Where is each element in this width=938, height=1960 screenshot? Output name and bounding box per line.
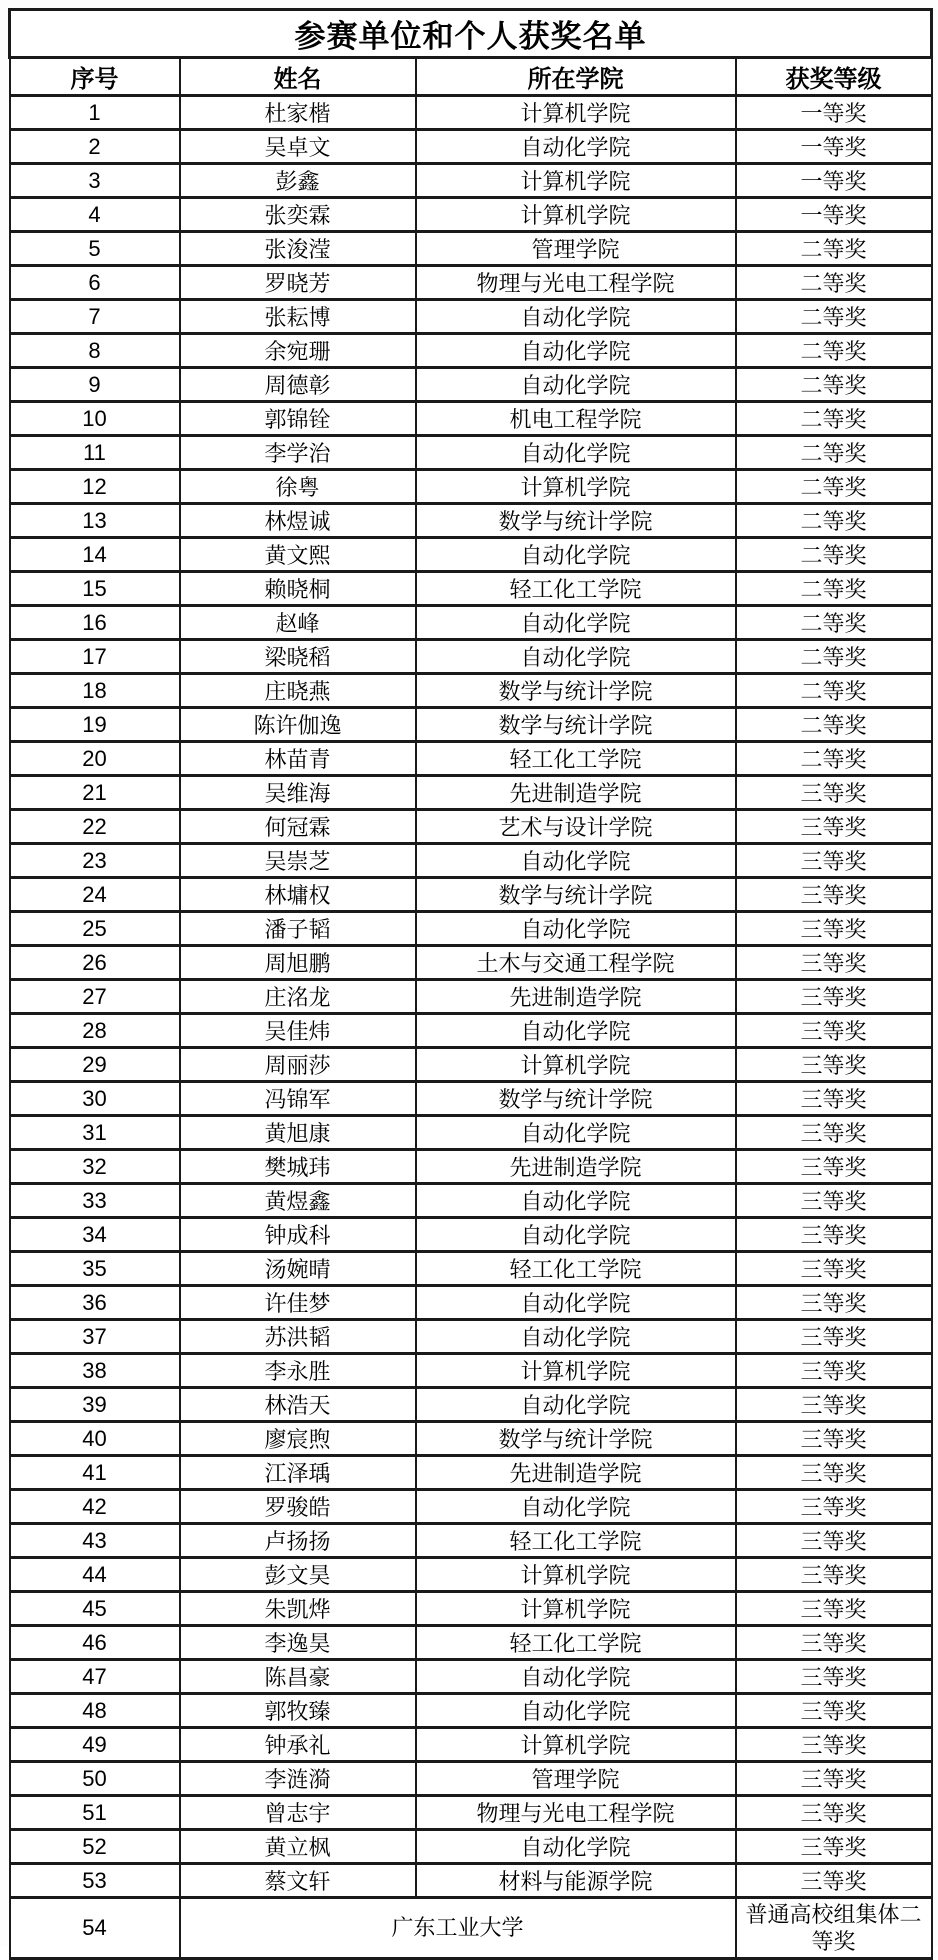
college-cell: 自动化学院 <box>416 1014 736 1048</box>
college-cell: 轻工化工学院 <box>416 1524 736 1558</box>
name-cell: 吴佳炜 <box>180 1014 416 1048</box>
name-cell: 黄文熙 <box>180 538 416 572</box>
award-cell: 三等奖 <box>736 810 932 844</box>
serial-cell: 33 <box>10 1184 180 1218</box>
table-row <box>10 1456 932 1490</box>
college-cell: 物理与光电工程学院 <box>416 266 736 300</box>
college-cell: 自动化学院 <box>416 1286 736 1320</box>
award-cell: 三等奖 <box>736 1490 932 1524</box>
serial-cell: 19 <box>10 708 180 742</box>
college-cell: 先进制造学院 <box>416 776 736 810</box>
name-cell: 彭鑫 <box>180 164 416 198</box>
award-cell: 三等奖 <box>736 1660 932 1694</box>
table-row <box>10 300 932 334</box>
award-cell: 一等奖 <box>736 198 932 232</box>
name-cell: 李涟漪 <box>180 1762 416 1796</box>
table-row <box>10 1354 932 1388</box>
serial-cell: 41 <box>10 1456 180 1490</box>
college-cell: 先进制造学院 <box>416 1150 736 1184</box>
column-header-serial: 序号 <box>10 58 180 96</box>
award-cell: 三等奖 <box>736 946 932 980</box>
table-row <box>10 1116 932 1150</box>
name-cell: 杜家楷 <box>180 96 416 130</box>
table-row <box>10 946 932 980</box>
award-cell: 三等奖 <box>736 1354 932 1388</box>
table-row <box>10 1082 932 1116</box>
college-cell: 计算机学院 <box>416 164 736 198</box>
table-row <box>10 1864 932 1898</box>
serial-cell: 26 <box>10 946 180 980</box>
name-cell: 吴卓文 <box>180 130 416 164</box>
award-cell: 三等奖 <box>736 1830 932 1864</box>
serial-cell: 21 <box>10 776 180 810</box>
college-cell: 自动化学院 <box>416 1830 736 1864</box>
award-cell: 三等奖 <box>736 1286 932 1320</box>
name-cell: 张浚滢 <box>180 232 416 266</box>
name-cell: 黄旭康 <box>180 1116 416 1150</box>
award-cell: 二等奖 <box>736 300 932 334</box>
award-cell: 三等奖 <box>736 1558 932 1592</box>
table-row <box>10 1388 932 1422</box>
serial-cell: 25 <box>10 912 180 946</box>
award-cell: 二等奖 <box>736 266 932 300</box>
name-cell: 陈许伽逸 <box>180 708 416 742</box>
name-cell: 吴崇芝 <box>180 844 416 878</box>
college-cell: 自动化学院 <box>416 1116 736 1150</box>
serial-cell: 8 <box>10 334 180 368</box>
name-cell: 庄晓燕 <box>180 674 416 708</box>
award-cell: 二等奖 <box>736 572 932 606</box>
table-row <box>10 1048 932 1082</box>
college-cell: 计算机学院 <box>416 1558 736 1592</box>
table-row <box>10 1490 932 1524</box>
college-cell: 自动化学院 <box>416 606 736 640</box>
serial-cell: 34 <box>10 1218 180 1252</box>
college-cell: 轻工化工学院 <box>416 742 736 776</box>
award-cell: 三等奖 <box>736 1218 932 1252</box>
name-cell: 林墉权 <box>180 878 416 912</box>
table-row <box>10 1558 932 1592</box>
serial-cell: 49 <box>10 1728 180 1762</box>
serial-cell: 6 <box>10 266 180 300</box>
serial-cell: 4 <box>10 198 180 232</box>
serial-cell: 48 <box>10 1694 180 1728</box>
serial-cell: 35 <box>10 1252 180 1286</box>
name-cell: 林煜诚 <box>180 504 416 538</box>
table-row <box>10 810 932 844</box>
serial-cell: 40 <box>10 1422 180 1456</box>
award-cell: 二等奖 <box>736 606 932 640</box>
college-cell: 先进制造学院 <box>416 1456 736 1490</box>
name-cell: 冯锦军 <box>180 1082 416 1116</box>
serial-cell: 1 <box>10 96 180 130</box>
serial-cell: 50 <box>10 1762 180 1796</box>
awards-table <box>8 8 933 1960</box>
award-cell: 普通高校组集体二等奖 <box>736 1898 932 1959</box>
table-row <box>10 198 932 232</box>
college-cell: 自动化学院 <box>416 1218 736 1252</box>
college-cell: 自动化学院 <box>416 1694 736 1728</box>
name-cell: 廖宸煦 <box>180 1422 416 1456</box>
table-row <box>10 470 932 504</box>
page-title: 参赛单位和个人获奖名单 <box>10 10 932 58</box>
serial-cell: 17 <box>10 640 180 674</box>
column-header-college: 所在学院 <box>416 58 736 96</box>
award-cell: 三等奖 <box>736 1082 932 1116</box>
serial-cell: 51 <box>10 1796 180 1830</box>
college-cell: 先进制造学院 <box>416 980 736 1014</box>
serial-cell: 7 <box>10 300 180 334</box>
college-cell: 自动化学院 <box>416 1320 736 1354</box>
table-row <box>10 266 932 300</box>
serial-cell: 36 <box>10 1286 180 1320</box>
table-row <box>10 1796 932 1830</box>
name-cell: 汤婉晴 <box>180 1252 416 1286</box>
serial-cell: 28 <box>10 1014 180 1048</box>
serial-cell: 45 <box>10 1592 180 1626</box>
award-cell: 一等奖 <box>736 130 932 164</box>
college-cell: 自动化学院 <box>416 368 736 402</box>
serial-cell: 37 <box>10 1320 180 1354</box>
name-cell: 陈昌豪 <box>180 1660 416 1694</box>
award-cell: 二等奖 <box>736 742 932 776</box>
serial-cell: 54 <box>10 1898 180 1959</box>
table-row <box>10 402 932 436</box>
table-row <box>10 640 932 674</box>
table-row <box>10 130 932 164</box>
table-row <box>10 504 932 538</box>
college-cell: 自动化学院 <box>416 1184 736 1218</box>
college-cell: 计算机学院 <box>416 1592 736 1626</box>
award-cell: 三等奖 <box>736 1728 932 1762</box>
college-cell: 数学与统计学院 <box>416 1082 736 1116</box>
name-cell: 李永胜 <box>180 1354 416 1388</box>
award-cell: 一等奖 <box>736 96 932 130</box>
table-body <box>10 96 932 1898</box>
serial-cell: 11 <box>10 436 180 470</box>
award-cell: 二等奖 <box>736 640 932 674</box>
table-row <box>10 334 932 368</box>
award-cell: 二等奖 <box>736 334 932 368</box>
name-cell: 徐粤 <box>180 470 416 504</box>
serial-cell: 46 <box>10 1626 180 1660</box>
serial-cell: 44 <box>10 1558 180 1592</box>
award-cell: 三等奖 <box>736 1626 932 1660</box>
college-cell: 自动化学院 <box>416 912 736 946</box>
college-cell: 机电工程学院 <box>416 402 736 436</box>
award-cell: 三等奖 <box>736 1796 932 1830</box>
table-row <box>10 1218 932 1252</box>
table-row <box>10 1422 932 1456</box>
column-header-name: 姓名 <box>180 58 416 96</box>
name-cell: 李逸昊 <box>180 1626 416 1660</box>
award-cell: 三等奖 <box>736 1388 932 1422</box>
name-cell: 曾志宇 <box>180 1796 416 1830</box>
table-row <box>10 1660 932 1694</box>
table-row <box>10 572 932 606</box>
serial-cell: 15 <box>10 572 180 606</box>
award-cell: 三等奖 <box>736 776 932 810</box>
serial-cell: 42 <box>10 1490 180 1524</box>
table-row <box>10 776 932 810</box>
name-cell: 张奕霖 <box>180 198 416 232</box>
table-row <box>10 1524 932 1558</box>
college-cell: 轻工化工学院 <box>416 1626 736 1660</box>
name-cell: 周德彰 <box>180 368 416 402</box>
name-cell: 黄煜鑫 <box>180 1184 416 1218</box>
name-cell: 罗晓芳 <box>180 266 416 300</box>
name-cell: 梁晓稻 <box>180 640 416 674</box>
serial-cell: 32 <box>10 1150 180 1184</box>
serial-cell: 29 <box>10 1048 180 1082</box>
serial-cell: 22 <box>10 810 180 844</box>
table-row <box>10 1184 932 1218</box>
serial-cell: 39 <box>10 1388 180 1422</box>
serial-cell: 3 <box>10 164 180 198</box>
award-cell: 三等奖 <box>736 1116 932 1150</box>
table-row <box>10 980 932 1014</box>
college-cell: 自动化学院 <box>416 1660 736 1694</box>
college-cell: 自动化学院 <box>416 1490 736 1524</box>
award-cell: 三等奖 <box>736 1864 932 1898</box>
college-cell: 自动化学院 <box>416 334 736 368</box>
column-header-award: 获奖等级 <box>736 58 932 96</box>
name-cell: 周旭鹏 <box>180 946 416 980</box>
college-cell: 自动化学院 <box>416 844 736 878</box>
name-cell: 赵峰 <box>180 606 416 640</box>
table-row <box>10 708 932 742</box>
award-cell: 三等奖 <box>736 1150 932 1184</box>
award-cell: 三等奖 <box>736 1456 932 1490</box>
table-row <box>10 436 932 470</box>
award-cell: 一等奖 <box>736 164 932 198</box>
table-row <box>10 878 932 912</box>
serial-cell: 24 <box>10 878 180 912</box>
college-cell: 自动化学院 <box>416 538 736 572</box>
award-cell: 二等奖 <box>736 504 932 538</box>
name-cell: 钟成科 <box>180 1218 416 1252</box>
award-cell: 三等奖 <box>736 1252 932 1286</box>
name-cell: 林浩天 <box>180 1388 416 1422</box>
college-cell: 计算机学院 <box>416 1048 736 1082</box>
college-cell: 数学与统计学院 <box>416 1422 736 1456</box>
table-row <box>10 742 932 776</box>
table-row <box>10 164 932 198</box>
college-cell: 计算机学院 <box>416 198 736 232</box>
column-header-row <box>10 58 932 96</box>
award-cell: 三等奖 <box>736 980 932 1014</box>
college-cell: 轻工化工学院 <box>416 572 736 606</box>
college-cell: 数学与统计学院 <box>416 674 736 708</box>
serial-cell: 12 <box>10 470 180 504</box>
table-row <box>10 1694 932 1728</box>
award-cell: 二等奖 <box>736 470 932 504</box>
college-cell: 材料与能源学院 <box>416 1864 736 1898</box>
college-cell: 数学与统计学院 <box>416 878 736 912</box>
award-cell: 三等奖 <box>736 1524 932 1558</box>
serial-cell: 53 <box>10 1864 180 1898</box>
college-cell: 计算机学院 <box>416 1728 736 1762</box>
award-cell: 二等奖 <box>736 232 932 266</box>
award-cell: 二等奖 <box>736 368 932 402</box>
serial-cell: 14 <box>10 538 180 572</box>
table-row-unit <box>10 1898 932 1959</box>
table-row <box>10 368 932 402</box>
name-cell: 张耘博 <box>180 300 416 334</box>
table-row <box>10 1728 932 1762</box>
college-cell: 计算机学院 <box>416 470 736 504</box>
college-cell: 土木与交通工程学院 <box>416 946 736 980</box>
name-cell: 彭文昊 <box>180 1558 416 1592</box>
name-cell: 何冠霖 <box>180 810 416 844</box>
award-cell: 三等奖 <box>736 1184 932 1218</box>
college-cell: 管理学院 <box>416 232 736 266</box>
college-cell: 数学与统计学院 <box>416 504 736 538</box>
college-cell: 自动化学院 <box>416 300 736 334</box>
table-row <box>10 96 932 130</box>
name-cell: 卢扬扬 <box>180 1524 416 1558</box>
name-cell: 潘子韬 <box>180 912 416 946</box>
table-row <box>10 1252 932 1286</box>
table-row <box>10 1286 932 1320</box>
serial-cell: 31 <box>10 1116 180 1150</box>
name-cell: 周丽莎 <box>180 1048 416 1082</box>
serial-cell: 16 <box>10 606 180 640</box>
award-cell: 三等奖 <box>736 1592 932 1626</box>
name-cell: 樊城玮 <box>180 1150 416 1184</box>
table-row <box>10 1830 932 1864</box>
serial-cell: 9 <box>10 368 180 402</box>
name-cell: 朱凯烨 <box>180 1592 416 1626</box>
award-cell: 三等奖 <box>736 912 932 946</box>
name-cell: 郭牧臻 <box>180 1694 416 1728</box>
award-cell: 三等奖 <box>736 1014 932 1048</box>
award-cell: 三等奖 <box>736 1694 932 1728</box>
award-cell: 三等奖 <box>736 1320 932 1354</box>
serial-cell: 47 <box>10 1660 180 1694</box>
serial-cell: 5 <box>10 232 180 266</box>
college-cell: 物理与光电工程学院 <box>416 1796 736 1830</box>
college-cell: 数学与统计学院 <box>416 708 736 742</box>
college-cell: 计算机学院 <box>416 96 736 130</box>
name-cell: 黄立枫 <box>180 1830 416 1864</box>
title-row <box>10 10 932 58</box>
name-cell: 余宛珊 <box>180 334 416 368</box>
college-cell: 自动化学院 <box>416 640 736 674</box>
college-cell: 轻工化工学院 <box>416 1252 736 1286</box>
serial-cell: 23 <box>10 844 180 878</box>
award-cell: 三等奖 <box>736 878 932 912</box>
award-cell: 二等奖 <box>736 674 932 708</box>
name-cell: 吴维海 <box>180 776 416 810</box>
serial-cell: 13 <box>10 504 180 538</box>
serial-cell: 20 <box>10 742 180 776</box>
serial-cell: 52 <box>10 1830 180 1864</box>
name-cell: 林苗青 <box>180 742 416 776</box>
table-row <box>10 912 932 946</box>
name-cell: 郭锦铨 <box>180 402 416 436</box>
award-cell: 三等奖 <box>736 1048 932 1082</box>
name-cell: 许佳梦 <box>180 1286 416 1320</box>
table-row <box>10 1014 932 1048</box>
college-cell: 自动化学院 <box>416 436 736 470</box>
table-row <box>10 1150 932 1184</box>
name-cell: 苏洪韬 <box>180 1320 416 1354</box>
table-row <box>10 1762 932 1796</box>
award-cell: 二等奖 <box>736 538 932 572</box>
award-cell: 三等奖 <box>736 844 932 878</box>
college-cell: 管理学院 <box>416 1762 736 1796</box>
table-row <box>10 674 932 708</box>
serial-cell: 10 <box>10 402 180 436</box>
table-footer <box>10 1898 932 1959</box>
award-cell: 三等奖 <box>736 1422 932 1456</box>
award-cell: 二等奖 <box>736 402 932 436</box>
serial-cell: 27 <box>10 980 180 1014</box>
serial-cell: 43 <box>10 1524 180 1558</box>
serial-cell: 18 <box>10 674 180 708</box>
award-cell: 三等奖 <box>736 1762 932 1796</box>
college-cell: 自动化学院 <box>416 1388 736 1422</box>
table-row <box>10 606 932 640</box>
serial-cell: 2 <box>10 130 180 164</box>
name-cell: 江泽瑀 <box>180 1456 416 1490</box>
name-cell: 钟承礼 <box>180 1728 416 1762</box>
table-row <box>10 1320 932 1354</box>
table-row <box>10 1626 932 1660</box>
college-cell: 艺术与设计学院 <box>416 810 736 844</box>
name-cell: 蔡文轩 <box>180 1864 416 1898</box>
serial-cell: 38 <box>10 1354 180 1388</box>
serial-cell: 30 <box>10 1082 180 1116</box>
award-cell: 二等奖 <box>736 436 932 470</box>
table-row <box>10 232 932 266</box>
name-cell: 赖晓桐 <box>180 572 416 606</box>
award-cell: 二等奖 <box>736 708 932 742</box>
name-cell: 李学治 <box>180 436 416 470</box>
name-cell: 罗骏皓 <box>180 1490 416 1524</box>
table-row <box>10 538 932 572</box>
table-row <box>10 844 932 878</box>
table-row <box>10 1592 932 1626</box>
college-cell: 自动化学院 <box>416 130 736 164</box>
unit-cell: 广东工业大学 <box>180 1898 736 1959</box>
name-cell: 庄洺龙 <box>180 980 416 1014</box>
college-cell: 计算机学院 <box>416 1354 736 1388</box>
